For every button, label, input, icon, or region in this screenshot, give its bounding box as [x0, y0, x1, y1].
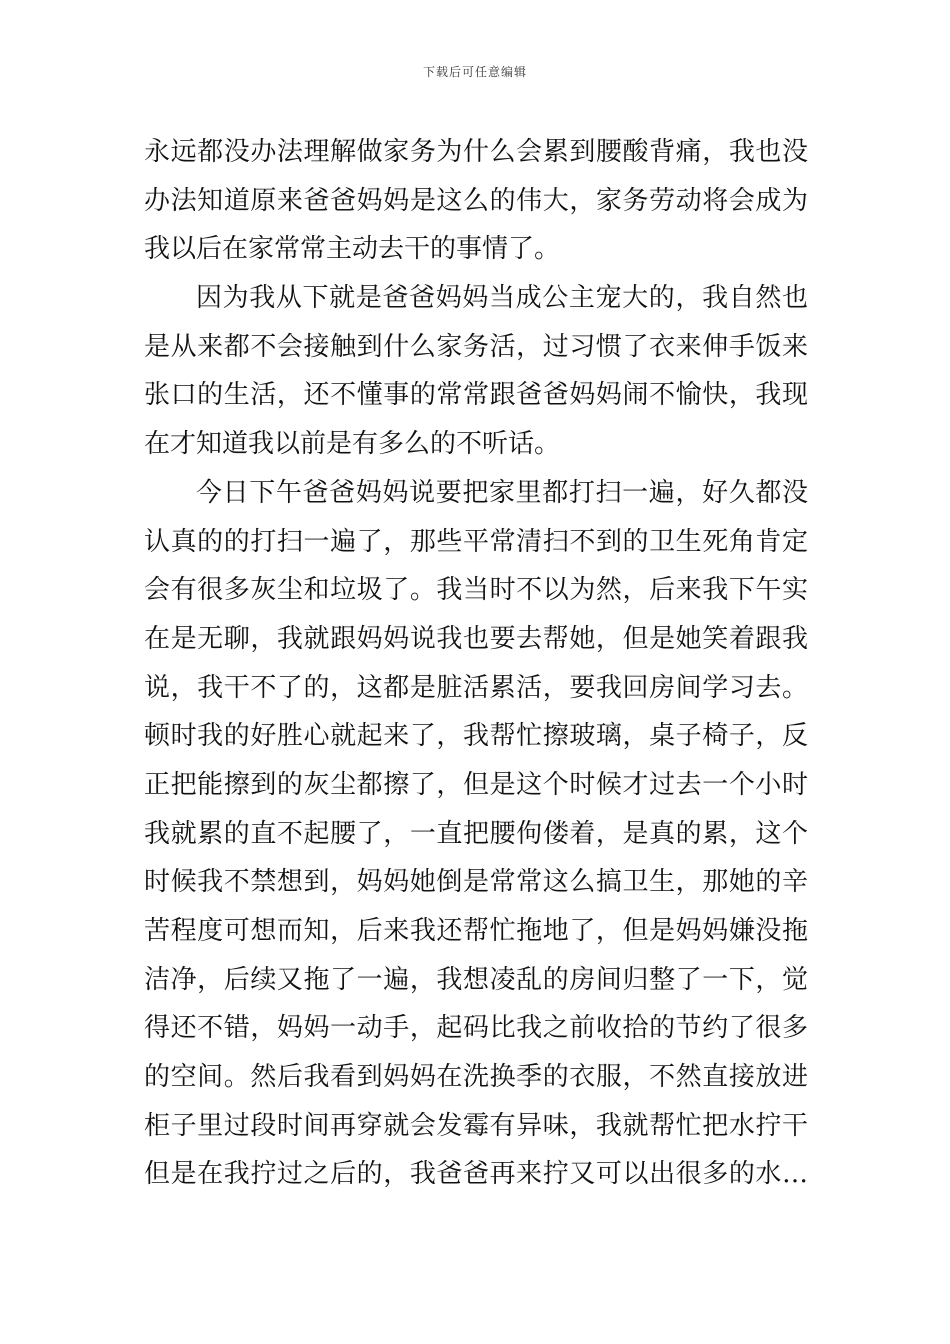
text-line: 在是无聊，我就跟妈妈说我也要去帮她，但是她笑着跟我	[144, 623, 808, 654]
text-line: 张口的生活，还不懂事的常常跟爸爸妈妈闹不愉快，我现	[144, 380, 808, 411]
text-line: 永远都没办法理解做家务为什么会累到腰酸背痛，我也没	[144, 137, 808, 167]
text-line: 我以后在家常常主动去干的事情了。	[144, 234, 561, 265]
paragraph-first-line: 今日下午爸爸妈妈说要把家里都打扫一遍，好久都没	[196, 477, 808, 508]
text-line: 办法知道原来爸爸妈妈是这么的伟大，家务劳动将会成为	[144, 185, 808, 216]
page-header: 下载后可任意编辑	[422, 65, 527, 79]
text-line: 得还不错，妈妈一动手，起码比我之前收拾的节约了很多	[144, 1013, 808, 1044]
text-line: 正把能擦到的灰尘都擦了，但是这个时候才过去一个小时	[144, 769, 808, 800]
text-line: 说，我干不了的，这都是脏活累活，要我回房间学习去。	[144, 672, 808, 703]
text-line: 苦程度可想而知，后来我还帮忙拖地了，但是妈妈嫌没拖	[144, 916, 808, 946]
text-line: 洁净，后续又拖了一遍，我想凌乱的房间归整了一下，觉	[144, 964, 808, 995]
text-line: 但是在我拧过之后的，我爸爸再来拧又可以出很多的水…	[144, 1159, 808, 1190]
text-line: 在才知道我以前是有多么的不听话。	[144, 429, 561, 460]
text-line: 顿时我的好胜心就起来了，我帮忙擦玻璃，桌子椅子，反	[144, 721, 808, 752]
text-line: 是从来都不会接触到什么家务活，过习惯了衣来伸手饭来	[144, 331, 808, 362]
paragraph-first-line: 因为我从下就是爸爸妈妈当成公主宠大的，我自然也	[196, 283, 808, 314]
document-body	[144, 128, 808, 1199]
text-line: 我就累的直不起腰了，一直把腰佝偻着，是真的累，这个	[144, 818, 808, 849]
text-line: 认真的的打扫一遍了，那些平常清扫不到的卫生死角肯定	[144, 526, 808, 557]
text-line: 会有很多灰尘和垃圾了。我当时不以为然，后来我下午实	[144, 575, 808, 606]
text-line: 时候我不禁想到，妈妈她倒是常常这么搞卫生，那她的辛	[144, 867, 808, 898]
text-line: 的空间。然后我看到妈妈在洗换季的衣服，不然直接放进	[144, 1062, 808, 1093]
text-line: 柜子里过段时间再穿就会发霉有异味，我就帮忙把水拧干	[144, 1110, 808, 1141]
